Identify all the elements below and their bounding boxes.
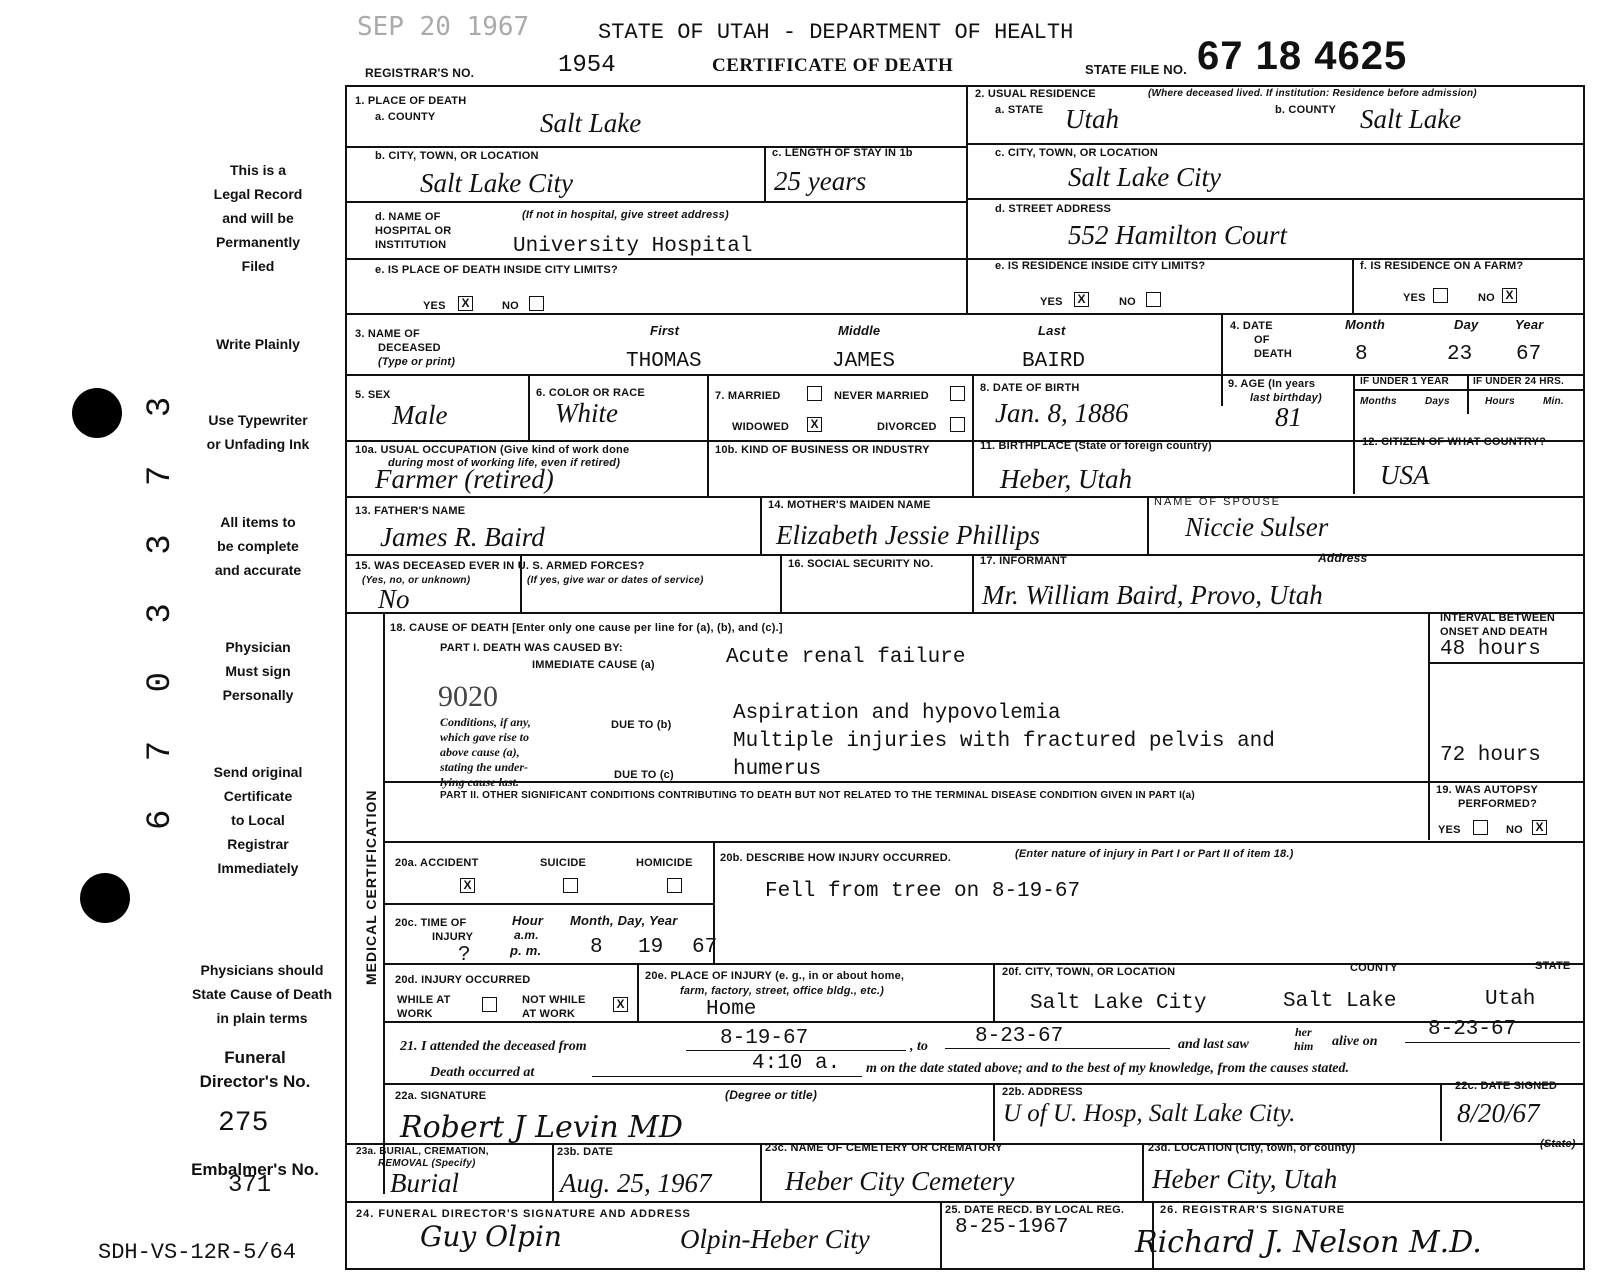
place-of-death-label: 1. PLACE OF DEATH bbox=[355, 95, 467, 107]
hospital-label: d. NAME OF bbox=[375, 211, 441, 223]
autopsy-label: PERFORMED? bbox=[1458, 798, 1537, 810]
never-married-checkbox[interactable] bbox=[950, 386, 965, 401]
occupation-note: during most of working life, even if retired) bbox=[388, 457, 621, 469]
armed-forces-label: 15. WAS DECEASED EVER IN U. S. ARMED FORCES? bbox=[355, 560, 645, 572]
sidebar-text: Must sign bbox=[225, 663, 291, 679]
date-received-value: 8-25-1967 bbox=[955, 1216, 1069, 1239]
state-file-label: STATE FILE NO. bbox=[1085, 62, 1187, 77]
sex-label: 5. SEX bbox=[355, 389, 391, 401]
res-inside-no-checkbox[interactable] bbox=[1146, 292, 1161, 307]
name-deceased-label: (Type or print) bbox=[378, 356, 456, 368]
place-of-injury-note: farm, factory, street, office bldg., etc.) bbox=[680, 985, 885, 997]
sidebar-text: in plain terms bbox=[216, 1010, 308, 1026]
conditions-line: Conditions, if any, bbox=[440, 715, 531, 729]
sidebar-text: State Cause of Death bbox=[191, 986, 333, 1002]
describe-injury-label: 20b. DESCRIBE HOW INJURY OCCURRED. bbox=[720, 852, 952, 864]
burial-date-label: 23b. DATE bbox=[557, 1146, 613, 1158]
res-farm-label: f. IS RESIDENCE ON A FARM? bbox=[1360, 260, 1524, 272]
state-file-number: 67 18 4625 bbox=[1197, 34, 1408, 78]
injury-city-value: Salt Lake City bbox=[1030, 992, 1207, 1015]
inside-city-no-checkbox[interactable] bbox=[529, 296, 544, 311]
injury-state-value: Utah bbox=[1485, 988, 1536, 1011]
cause-a-value: Acute renal failure bbox=[726, 646, 966, 669]
no-label: NO bbox=[1119, 296, 1136, 308]
first-label: First bbox=[650, 323, 680, 338]
business-label: 10b. KIND OF BUSINESS OR INDUSTRY bbox=[715, 444, 930, 456]
middle-label: Middle bbox=[838, 323, 881, 338]
signer-address-value: U of U. Hosp, Salt Lake City. bbox=[1003, 1100, 1296, 1127]
alive-on-value: 8-23-67 bbox=[1428, 1018, 1517, 1041]
under-24-hrs-label: IF UNDER 24 HRS. bbox=[1473, 376, 1564, 387]
dob-value: Jan. 8, 1886 bbox=[995, 398, 1129, 428]
suicide-label: SUICIDE bbox=[540, 857, 587, 869]
married-label: 7. MARRIED bbox=[715, 390, 781, 402]
hospital-label: HOSPITAL OR bbox=[375, 225, 452, 237]
day-label: Day bbox=[1454, 317, 1479, 332]
length-stay-label: c. LENGTH OF STAY IN 1b bbox=[772, 147, 913, 159]
sidebar-physician bbox=[168, 635, 348, 707]
burial-label: REMOVAL (Specify) bbox=[378, 1158, 476, 1169]
informant-value: Mr. William Baird, Provo, Utah bbox=[982, 580, 1323, 610]
accident-checkbox[interactable]: X bbox=[460, 878, 475, 893]
sidebar-text: Personally bbox=[222, 687, 294, 703]
attended-to-value: 8-23-67 bbox=[975, 1025, 1064, 1048]
date-received-label: 25. DATE RECD. BY LOCAL REG. bbox=[945, 1204, 1125, 1216]
attended-from-value: 8-19-67 bbox=[720, 1027, 809, 1050]
signer-address-label: 22b. ADDRESS bbox=[1002, 1086, 1083, 1098]
married-checkbox[interactable] bbox=[807, 386, 822, 401]
while-at-work-label: WHILE AT bbox=[397, 994, 451, 1006]
injury-county-value: Salt Lake bbox=[1283, 990, 1397, 1013]
not-while-at-work-checkbox[interactable]: X bbox=[613, 997, 628, 1012]
to-label: , to bbox=[910, 1039, 928, 1054]
cause-b-value: Aspiration and hypovolemia bbox=[733, 702, 1061, 725]
not-while-at-work-label: AT WORK bbox=[522, 1008, 576, 1020]
no-label: NO bbox=[502, 300, 519, 312]
registrar-no-label: REGISTRAR'S NO. bbox=[365, 66, 475, 80]
sidebar-text: or Unfading Ink bbox=[206, 436, 310, 452]
informant-label: 17. INFORMANT bbox=[980, 555, 1067, 567]
knowledge-statement: m on the date stated above; and to the best of my knowledge, from the causes stated. bbox=[866, 1061, 1349, 1076]
interval-a-value: 48 hours bbox=[1440, 638, 1541, 661]
pm-label: p. m. bbox=[510, 943, 542, 958]
sidebar-text: and will be bbox=[222, 210, 294, 226]
form-number: SDH-VS-12R-5/64 bbox=[98, 1240, 297, 1265]
race-value: White bbox=[555, 398, 618, 428]
conditions-note bbox=[440, 715, 531, 790]
him-label: him bbox=[1294, 1039, 1314, 1053]
inside-city-label: e. IS PLACE OF DEATH INSIDE CITY LIMITS? bbox=[375, 264, 618, 276]
month-label: Month bbox=[1345, 317, 1385, 332]
age-value: 81 bbox=[1275, 402, 1302, 432]
father-value: James R. Baird bbox=[380, 522, 545, 552]
sidebar-text: to Local bbox=[231, 812, 285, 828]
county-value: Salt Lake bbox=[540, 108, 642, 138]
occupation-value: Farmer (retired) bbox=[375, 464, 554, 494]
res-inside-city-label: e. IS RESIDENCE INSIDE CITY LIMITS? bbox=[995, 260, 1206, 272]
injury-hour-value: ? bbox=[458, 944, 471, 967]
homicide-label: HOMICIDE bbox=[636, 857, 693, 869]
registrar-signature: Richard J. Nelson M.D. bbox=[1135, 1225, 1482, 1260]
citizen-value: USA bbox=[1380, 460, 1430, 490]
homicide-checkbox[interactable] bbox=[667, 878, 682, 893]
part1-label: PART I. DEATH WAS CAUSED BY: bbox=[440, 642, 623, 654]
sidebar-text: Physician bbox=[225, 639, 291, 655]
age-label: 9. AGE (In years bbox=[1228, 378, 1316, 390]
res-county-value: Salt Lake bbox=[1360, 104, 1462, 134]
inside-city-yes-checkbox[interactable]: X bbox=[458, 296, 473, 311]
sidebar-text: Immediately bbox=[217, 860, 299, 876]
hospital-value: University Hospital bbox=[513, 235, 753, 258]
informant-address-label: Address bbox=[1318, 551, 1368, 565]
registrar-signature-label: 26. REGISTRAR'S SIGNATURE bbox=[1160, 1204, 1346, 1216]
sidebar-typewriter bbox=[168, 408, 348, 456]
sidebar-text: Director's No. bbox=[199, 1072, 311, 1091]
usual-residence-note: (Where deceased lived. If institution: Residence before admission) bbox=[1148, 88, 1477, 99]
sidebar-text: Legal Record bbox=[213, 186, 303, 202]
degree-label: (Degree or title) bbox=[725, 1088, 818, 1102]
cause-c-value: Multiple injuries with fractured pelvis and bbox=[733, 730, 1275, 753]
location-label: 23d. LOCATION (City, town, or county) bbox=[1148, 1142, 1356, 1154]
res-state-label: a. STATE bbox=[995, 104, 1044, 116]
sidebar-text: be complete bbox=[217, 538, 299, 554]
describe-injury-note: (Enter nature of injury in Part I or Part II of item 18.) bbox=[1015, 848, 1294, 860]
burial-value: Burial bbox=[390, 1168, 460, 1198]
funeral-director-no: 275 bbox=[218, 1108, 269, 1139]
cause-code: 9020 bbox=[438, 680, 498, 713]
county-label: a. COUNTY bbox=[375, 111, 436, 123]
under-1-year-label: IF UNDER 1 YEAR bbox=[1360, 376, 1449, 387]
mother-value: Elizabeth Jessie Phillips bbox=[776, 520, 1040, 550]
sidebar-text: and accurate bbox=[214, 562, 302, 578]
time-of-injury-label: INJURY bbox=[432, 931, 474, 943]
year-label: Year bbox=[1515, 317, 1544, 332]
date-signed-label: 22c. DATE SIGNED bbox=[1455, 1080, 1558, 1092]
res-county-label: b. COUNTY bbox=[1275, 104, 1337, 116]
place-of-injury-label: 20e. PLACE OF INJURY (e. g., in or about home, bbox=[645, 970, 905, 982]
name-deceased-label: DECEASED bbox=[378, 342, 441, 354]
sidebar-complete bbox=[168, 510, 348, 582]
embalmer-label: Embalmer's No. bbox=[191, 1160, 319, 1179]
interval-label: ONSET AND DEATH bbox=[1440, 626, 1548, 638]
sidebar-text: Send original bbox=[213, 764, 303, 780]
suicide-checkbox[interactable] bbox=[563, 878, 578, 893]
age-label: last birthday) bbox=[1250, 392, 1322, 404]
am-label: a.m. bbox=[514, 928, 539, 942]
date-of-death-label: DEATH bbox=[1254, 348, 1293, 360]
race-label: 6. COLOR OR RACE bbox=[536, 387, 645, 399]
immediate-cause-label: IMMEDIATE CAUSE (a) bbox=[532, 659, 655, 671]
attended-label: 21. I attended the deceased from bbox=[400, 1039, 587, 1054]
no-label: NO bbox=[1506, 824, 1523, 836]
while-at-work-checkbox[interactable] bbox=[482, 997, 497, 1012]
sidebar-text: All items to bbox=[220, 514, 296, 530]
location-value: Heber City, Utah bbox=[1152, 1164, 1338, 1194]
res-city-label: c. CITY, TOWN, OR LOCATION bbox=[995, 147, 1159, 159]
registrar-no: 1954 bbox=[558, 52, 616, 79]
injury-day-value: 19 bbox=[638, 936, 664, 959]
embalmer-no: 371 bbox=[228, 1172, 272, 1199]
sidebar-plain-terms bbox=[172, 958, 352, 1030]
widowed-label: WIDOWED bbox=[732, 421, 790, 433]
sidebar-text: Permanently bbox=[215, 234, 301, 250]
sidebar-text: This is a bbox=[229, 162, 287, 178]
sidebar-text: Funeral bbox=[224, 1048, 286, 1067]
funeral-director-address: Olpin-Heber City bbox=[680, 1224, 870, 1254]
citizen-label: 12. CITIZEN OF WHAT COUNTRY? bbox=[1362, 436, 1547, 448]
spouse-label: NAME OF SPOUSE bbox=[1154, 496, 1282, 508]
state-paren-label: (State) bbox=[1540, 1138, 1576, 1150]
occupation-label: 10a. USUAL OCCUPATION (Give kind of work done bbox=[355, 444, 630, 456]
days-label: Days bbox=[1425, 396, 1450, 407]
month-day-year-label: Month, Day, Year bbox=[570, 913, 678, 928]
birthplace-value: Heber, Utah bbox=[1000, 464, 1132, 494]
conditions-line: above cause (a), bbox=[440, 745, 520, 759]
armed-forces-note: (If yes, give war or dates of service) bbox=[527, 575, 704, 586]
death-month-value: 8 bbox=[1355, 343, 1368, 366]
received-stamp: SEP 20 1967 bbox=[357, 12, 530, 42]
injury-year-value: 67 bbox=[692, 936, 718, 959]
hour-label: Hour bbox=[512, 913, 544, 928]
time-of-injury-label: 20c. TIME OF bbox=[395, 917, 467, 929]
death-time-value: 4:10 a. bbox=[752, 1052, 841, 1075]
sidebar-funeral-label bbox=[165, 1046, 345, 1094]
yes-label: YES bbox=[423, 300, 446, 312]
sex-value: Male bbox=[392, 400, 448, 430]
injury-description-value: Fell from tree on 8-19-67 bbox=[765, 880, 1081, 903]
armed-forces-value: No bbox=[378, 584, 410, 614]
autopsy-label: 19. WAS AUTOPSY bbox=[1436, 784, 1539, 796]
sidebar-text: Registrar bbox=[227, 836, 289, 852]
signature-label: 22a. SIGNATURE bbox=[395, 1090, 487, 1102]
death-year-value: 67 bbox=[1516, 343, 1542, 366]
funeral-director-signature: Guy Olpin bbox=[420, 1220, 562, 1253]
res-street-value: 552 Hamilton Court bbox=[1068, 220, 1288, 250]
res-farm-no-checkbox[interactable]: X bbox=[1502, 288, 1517, 303]
last-saw-label: and last saw bbox=[1178, 1037, 1249, 1052]
sidebar-text: Physicians should bbox=[200, 962, 324, 978]
while-at-work-label: WORK bbox=[397, 1008, 433, 1020]
injury-month-value: 8 bbox=[590, 936, 603, 959]
first-name-value: THOMAS bbox=[626, 350, 702, 373]
mother-label: 14. MOTHER'S MAIDEN NAME bbox=[768, 499, 931, 511]
res-farm-yes-checkbox[interactable] bbox=[1433, 288, 1448, 303]
due-to-b-label: DUE TO (b) bbox=[611, 719, 672, 731]
res-state-value: Utah bbox=[1065, 104, 1119, 134]
date-of-death-label: OF bbox=[1254, 334, 1270, 346]
armed-forces-note: (Yes, no, or unknown) bbox=[362, 575, 471, 586]
autopsy-no-checkbox[interactable]: X bbox=[1532, 820, 1547, 835]
sidebar-text: Write Plainly bbox=[216, 336, 300, 352]
physician-signature: Robert J Levin MD bbox=[400, 1110, 683, 1145]
injury-occurred-label: 20d. INJURY OCCURRED bbox=[395, 974, 531, 986]
sidebar-text: Filed bbox=[241, 258, 275, 274]
burial-date-value: Aug. 25, 1967 bbox=[560, 1168, 712, 1198]
no-label: NO bbox=[1478, 292, 1495, 304]
cause-of-death-label: 18. CAUSE OF DEATH [Enter only one cause per line for (a), (b), and (c).] bbox=[390, 622, 783, 634]
place-of-injury-value: Home bbox=[706, 998, 757, 1021]
birthplace-label: 11. BIRTHPLACE (State or foreign country) bbox=[980, 440, 1212, 452]
widowed-checkbox[interactable]: X bbox=[807, 417, 822, 432]
father-label: 13. FATHER'S NAME bbox=[355, 505, 466, 517]
res-inside-yes-checkbox[interactable]: X bbox=[1074, 292, 1089, 307]
funeral-director-label: 24. FUNERAL DIRECTOR'S SIGNATURE AND ADDRESS bbox=[356, 1208, 691, 1220]
yes-label: YES bbox=[1403, 292, 1426, 304]
ssn-label: 16. SOCIAL SECURITY NO. bbox=[788, 558, 934, 570]
conditions-line: which gave rise to bbox=[440, 730, 529, 744]
part2-label: PART II. OTHER SIGNIFICANT CONDITIONS CONTRIBUTING TO DEATH BUT NOT RELATED TO THE TERMINAL DISEASE CONDITION GIVEN IN PART I(a) bbox=[440, 790, 1195, 801]
yes-label: YES bbox=[1040, 296, 1063, 308]
vertical-serial-number: 6 7 0 3 3 7 3 bbox=[142, 382, 180, 830]
cemetery-value: Heber City Cemetery bbox=[785, 1166, 1015, 1196]
her-label: her bbox=[1295, 1025, 1312, 1039]
sidebar-text: Use Typewriter bbox=[208, 412, 308, 428]
autopsy-yes-checkbox[interactable] bbox=[1473, 820, 1488, 835]
date-of-death-label: 4. DATE bbox=[1230, 320, 1273, 332]
burial-label: 23a. BURIAL, CREMATION, bbox=[356, 1146, 489, 1157]
cemetery-label: 23c. NAME OF CEMETERY OR CREMATORY bbox=[765, 1142, 1003, 1154]
city-value: Salt Lake City bbox=[420, 168, 573, 198]
res-city-value: Salt Lake City bbox=[1068, 162, 1221, 192]
death-day-value: 23 bbox=[1447, 343, 1473, 366]
divorced-label: DIVORCED bbox=[877, 421, 937, 433]
death-occurred-label: Death occurred at bbox=[430, 1065, 535, 1080]
alive-on-label: alive on bbox=[1332, 1034, 1378, 1049]
injury-state-label: STATE bbox=[1535, 960, 1571, 972]
conditions-line: lying cause last. bbox=[440, 775, 520, 789]
city-label: b. CITY, TOWN, OR LOCATION bbox=[375, 150, 539, 162]
length-stay-value: 25 years bbox=[774, 166, 867, 196]
dob-label: 8. DATE OF BIRTH bbox=[980, 382, 1080, 394]
date-signed-value: 8/20/67 bbox=[1457, 1098, 1540, 1128]
punch-hole bbox=[72, 388, 122, 438]
cause-c-value-continued: humerus bbox=[733, 758, 822, 781]
hospital-note: (If not in hospital, give street address) bbox=[522, 209, 729, 221]
state-department-title: STATE OF UTAH - DEPARTMENT OF HEALTH bbox=[598, 20, 1074, 45]
months-label: Months bbox=[1360, 396, 1397, 407]
res-street-label: d. STREET ADDRESS bbox=[995, 203, 1112, 215]
sidebar-legal-record bbox=[168, 158, 348, 278]
injury-city-label: 20f. CITY, TOWN, OR LOCATION bbox=[1002, 966, 1176, 978]
name-deceased-label: 3. NAME OF bbox=[355, 328, 420, 340]
sidebar-send-original bbox=[168, 760, 348, 880]
middle-name-value: JAMES bbox=[832, 350, 896, 373]
due-to-c-label: DUE TO (c) bbox=[614, 769, 674, 781]
conditions-line: stating the under- bbox=[440, 760, 529, 774]
usual-residence-label: 2. USUAL RESIDENCE bbox=[975, 88, 1096, 100]
sidebar-text: Certificate bbox=[223, 788, 293, 804]
never-married-label: NEVER MARRIED bbox=[834, 390, 929, 402]
injury-county-label: COUNTY bbox=[1350, 962, 1398, 974]
spouse-value: Niccie Sulser bbox=[1185, 512, 1329, 542]
hospital-label: INSTITUTION bbox=[375, 239, 447, 251]
certificate-title: CERTIFICATE OF DEATH bbox=[712, 55, 954, 76]
interval-c-value: 72 hours bbox=[1440, 744, 1541, 767]
last-label: Last bbox=[1038, 323, 1066, 338]
accident-label: 20a. ACCIDENT bbox=[395, 857, 479, 869]
divorced-checkbox[interactable] bbox=[950, 417, 965, 432]
medical-certification-label: MEDICAL CERTIFICATION bbox=[363, 789, 379, 985]
last-name-value: BAIRD bbox=[1022, 350, 1086, 373]
not-while-at-work-label: NOT WHILE bbox=[522, 994, 586, 1006]
punch-hole bbox=[80, 873, 130, 923]
hours-label: Hours bbox=[1485, 396, 1515, 407]
interval-label: INTERVAL BETWEEN bbox=[1440, 612, 1556, 624]
sidebar-write-plainly bbox=[168, 332, 348, 356]
min-label: Min. bbox=[1543, 396, 1564, 407]
yes-label: YES bbox=[1438, 824, 1461, 836]
